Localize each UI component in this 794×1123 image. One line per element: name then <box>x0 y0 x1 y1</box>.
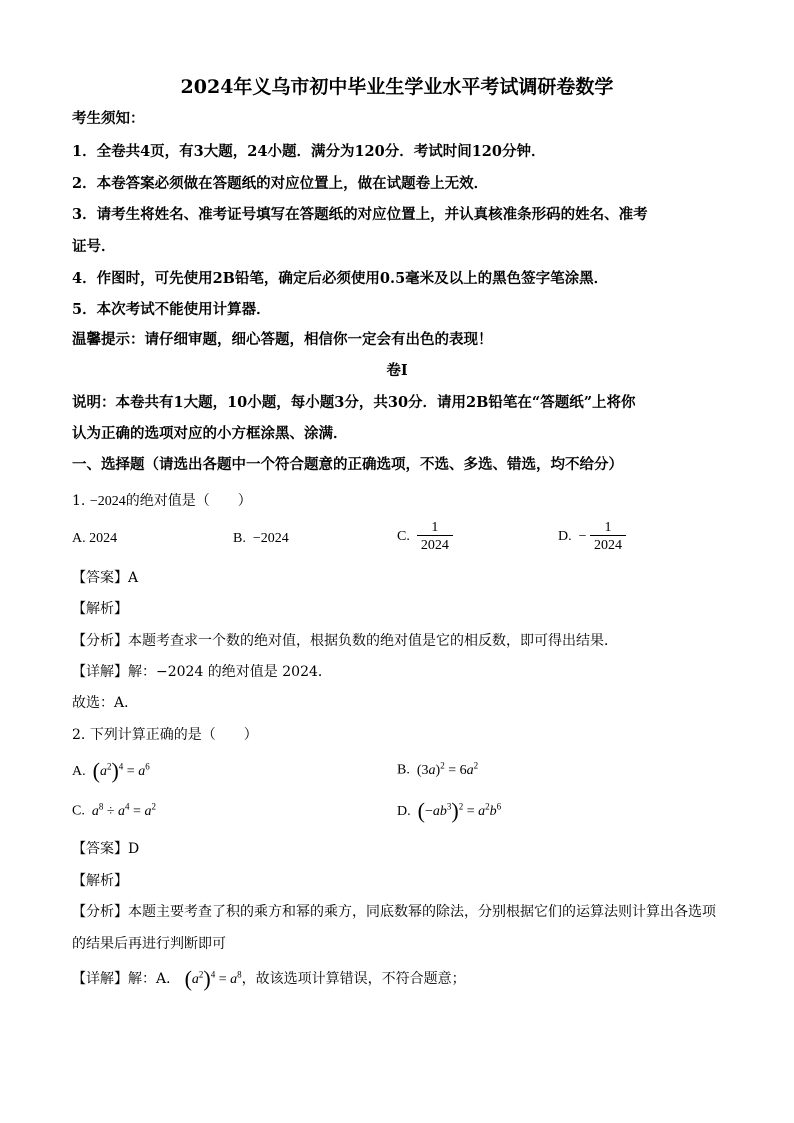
analysis-label: 【解析】 <box>72 873 128 889</box>
question-text: 的绝对值是（ ） <box>125 493 252 509</box>
analysis-text: 【分析】本题考查求一个数的绝对值，根据负数的绝对值是它的相反数，即可得出结果． <box>72 633 618 649</box>
instructions-line: 认为正确的选项对应的小方框涂黑、涂满． <box>72 425 348 442</box>
notice-item: 证号． <box>72 238 116 255</box>
formula: $(a^2)^4 = a^8$ <box>184 966 242 991</box>
formula: $a^8 \div a^4 = a^2$ <box>91 801 156 819</box>
fraction: $\frac{1}{2024}$ <box>590 520 626 554</box>
question-1-stem <box>72 490 252 510</box>
notice-item: 3．请考生将姓名、准考证号填写在答题纸的对应位置上，并认真核准条形码的姓名、准考 <box>72 206 648 223</box>
option-a: A. $(a^2)^4 = a^6$ <box>72 758 150 783</box>
option-d: D. $(-ab^3)^2 = a^2b^6$ <box>397 798 502 823</box>
page-title: 2024年义乌市初中毕业生学业水平考试调研卷数学 <box>180 76 614 98</box>
formula: $(a^2)^4 = a^6$ <box>92 758 150 783</box>
notice-item: 5．本次考试不能使用计算器． <box>72 301 271 318</box>
option-b: B. $(3a)^2 = 6a^2$ <box>397 760 479 778</box>
choice-text: 故选：A． <box>72 695 139 711</box>
notice-item: 2．本卷答案必须做在答题纸的对应位置上，做在试题卷上无效． <box>72 175 489 192</box>
analysis-text: 【分析】本题主要考查了积的乘方和幂的乘方，同底数幂的除法，分别根据它们的运算法则计算出各选项 <box>72 904 716 920</box>
notice-item: 1．全卷共4页，有3大题，24小题．满分为120分．考试时间120分钟． <box>72 143 546 160</box>
detail-text: 【详解】解：A． $(a^2)^4 = a^8$，故该选项计算错误，不符合题意； <box>72 966 466 991</box>
analysis-text: 的结果后再进行判断即可 <box>72 936 226 952</box>
answer-label: 【答案】D <box>72 841 140 857</box>
question-2-stem: 2. 下列计算正确的是（ ） <box>72 727 258 743</box>
volume-label: 卷Ⅰ <box>386 362 408 379</box>
formula: $(3a)^2 = 6a^2$ <box>416 760 479 778</box>
notice-tip: 温馨提示：请仔细审题，细心答题，相信你一定会有出色的表现！ <box>72 331 493 348</box>
question-number: 1. <box>72 493 86 509</box>
detail-text: 【详解】解：−2024 的绝对值是 2024． <box>72 664 332 680</box>
analysis-label: 【解析】 <box>72 601 128 617</box>
question-value: −2024 <box>89 494 126 509</box>
option-a: A. 2024 <box>72 531 118 546</box>
section-heading: 一、选择题（请选出各题中一个符合题意的正确选项，不选、多选、错选，均不给分） <box>72 456 623 473</box>
option-b: B. −2024 <box>233 531 289 546</box>
notice-heading: 考生须知： <box>72 110 145 127</box>
option-c: C. $a^8 \div a^4 = a^2$ <box>72 801 156 819</box>
option-d: D. − $\frac{1}{2024}$ <box>558 520 626 554</box>
notice-item: 4．作图时，可先使用2B铅笔，确定后必须使用0.5毫米及以上的黑色签字笔涂黑． <box>72 270 609 287</box>
fraction: $\frac{1}{2024}$ <box>417 520 453 554</box>
formula: $(-ab^3)^2 = a^2b^6$ <box>417 798 502 823</box>
instructions-line: 说明：本卷共有1大题，10小题，每小题3分，共30分．请用2B铅笔在“答题纸”上将你 <box>72 394 636 411</box>
option-c: C. $\frac{1}{2024}$ <box>397 520 453 554</box>
answer-label: 【答案】A <box>72 570 139 586</box>
